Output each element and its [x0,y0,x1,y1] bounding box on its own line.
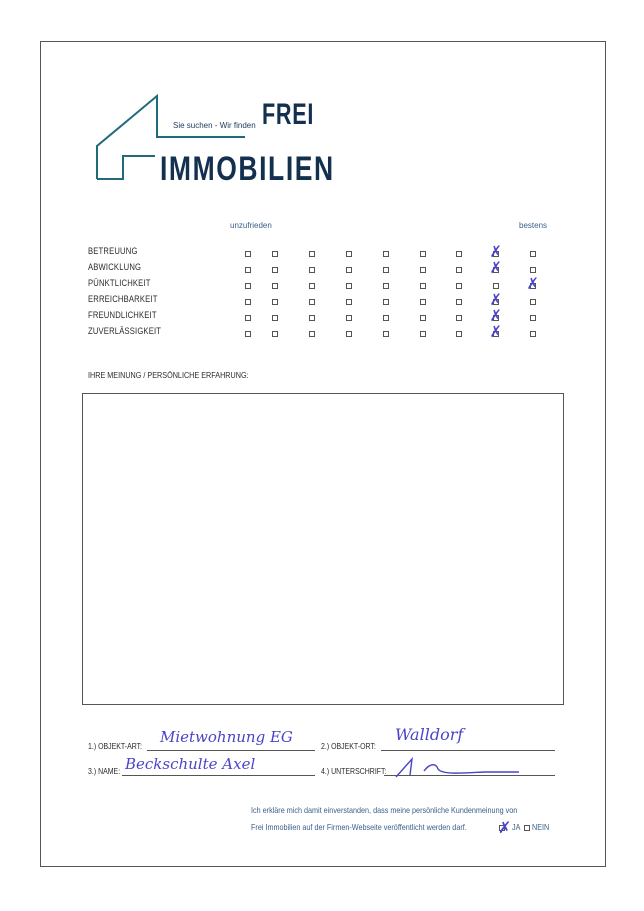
rating-checkbox[interactable] [493,283,499,289]
signature-scribble-icon[interactable] [384,755,524,780]
rating-checkbox[interactable] [309,331,315,337]
rating-checkbox[interactable] [383,315,389,321]
logo-brand-bottom: IMMOBILIEN [160,150,335,188]
rating-checkbox[interactable] [420,299,426,305]
rating-checkbox[interactable] [309,315,315,321]
check-mark-icon: ✗ [489,292,502,309]
scale-high-label: bestens [519,221,548,230]
rating-checkbox[interactable] [272,251,278,257]
rating-checkbox[interactable] [309,267,315,273]
criterion-label: ERREICHBARKEIT [88,294,158,304]
opinion-label: IHRE MEINUNG / PERSÖNLICHE ERFAHRUNG: [88,370,249,380]
rating-checkbox[interactable] [456,331,462,337]
rating-checkbox[interactable] [420,267,426,273]
rating-checkbox[interactable] [272,267,278,273]
criterion-label: FREUNDLICHKEIT [88,310,157,320]
check-mark-icon: ✗ [489,308,502,325]
rating-checkbox[interactable] [245,315,251,321]
rating-checkbox[interactable] [530,251,536,257]
check-mark-icon: ✗ [489,244,502,261]
check-mark-icon: ✗ [526,276,539,293]
rating-checkbox[interactable] [272,283,278,289]
objekt-ort-line [381,750,555,751]
rating-checkbox[interactable] [346,251,352,257]
rating-checkbox[interactable] [346,331,352,337]
rating-checkbox[interactable] [383,331,389,337]
rating-checkbox[interactable] [245,299,251,305]
rating-checkbox[interactable] [456,267,462,273]
unterschrift-label: 4.) UNTERSCHRIFT: [321,766,387,776]
logo-brand-top: FREI [262,98,315,131]
rating-checkbox[interactable] [420,331,426,337]
objekt-art-field[interactable]: Mietwohnung EG [160,728,293,746]
rating-checkbox[interactable] [346,315,352,321]
criterion-label: PÜNKTLICHKEIT [88,278,151,288]
check-mark-icon: ✗ [489,324,502,341]
rating-checkbox[interactable] [383,283,389,289]
rating-checkbox[interactable] [456,315,462,321]
rating-checkbox[interactable] [346,267,352,273]
rating-checkbox[interactable] [383,267,389,273]
consent-nein-label: NEIN [532,822,550,832]
name-field[interactable]: Beckschulte Axel [125,755,256,773]
rating-checkbox[interactable] [245,283,251,289]
consent-nein-checkbox[interactable] [524,825,530,831]
rating-checkbox[interactable] [245,251,251,257]
rating-checkbox[interactable] [309,251,315,257]
rating-checkbox[interactable] [245,331,251,337]
logo-tagline: Sie suchen - Wir finden [173,121,256,130]
opinion-textbox[interactable] [82,393,564,705]
criterion-label: ZUVERLÄSSIGKEIT [88,326,162,336]
consent-line-1: Ich erkläre mich damit einverstanden, dass meine persönliche Kundenmeinung von [251,805,518,815]
criterion-label: BETREUUNG [88,246,138,256]
consent-ja-label: JA [512,822,521,832]
consent-ja-mark-icon: ✗ [498,820,512,837]
rating-checkbox[interactable] [272,315,278,321]
rating-checkbox[interactable] [272,299,278,305]
rating-checkbox[interactable] [530,315,536,321]
rating-checkbox[interactable] [346,299,352,305]
rating-checkbox[interactable] [383,251,389,257]
rating-checkbox[interactable] [383,299,389,305]
rating-checkbox[interactable] [346,283,352,289]
scale-low-label: unzufrieden [230,221,272,230]
rating-checkbox[interactable] [309,299,315,305]
rating-checkbox[interactable] [456,299,462,305]
rating-checkbox[interactable] [530,331,536,337]
rating-checkbox[interactable] [309,283,315,289]
rating-checkbox[interactable] [530,267,536,273]
rating-checkbox[interactable] [530,299,536,305]
rating-checkbox[interactable] [456,251,462,257]
rating-checkbox[interactable] [456,283,462,289]
name-label: 3.) NAME: [88,766,121,776]
objekt-art-line [147,750,315,751]
check-mark-icon: ✗ [489,260,502,277]
rating-checkbox[interactable] [245,267,251,273]
rating-checkbox[interactable] [420,251,426,257]
rating-checkbox[interactable] [420,315,426,321]
objekt-ort-label: 2.) OBJEKT-ORT: [321,741,376,751]
objekt-ort-field[interactable]: Walldorf [395,725,464,744]
objekt-art-label: 1.) OBJEKT-ART: [88,741,143,751]
name-line [122,775,315,776]
rating-checkbox[interactable] [420,283,426,289]
rating-checkbox[interactable] [272,331,278,337]
criterion-label: ABWICKLUNG [88,262,142,272]
consent-line-2: Frei Immobilien auf der Firmen-Webseite veröffentlicht werden darf. [251,822,467,832]
